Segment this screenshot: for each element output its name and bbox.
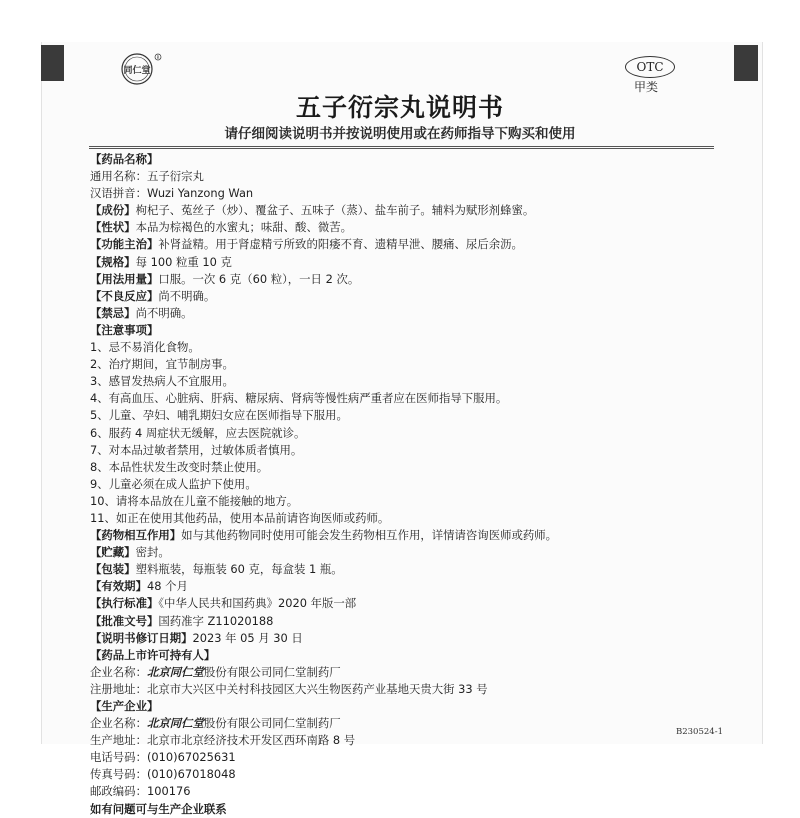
registration-mark-right [734, 45, 758, 81]
field-label: 汉语拼音： [90, 186, 147, 201]
section-text: 密封。 [135, 545, 170, 560]
mah-company-row [90, 664, 730, 681]
print-code: B230524-1 [676, 727, 723, 737]
section-approval [90, 613, 730, 630]
tongrentang-logo [117, 52, 163, 86]
section-manufacturer [90, 698, 730, 715]
field-value: 五子衍宗丸 [146, 169, 204, 184]
section-heading: 【禁忌】 [90, 305, 136, 320]
contact-note: 如有问题可与生产企业联系 [90, 801, 227, 816]
section-heading: 【说明书修订日期】 [90, 630, 193, 645]
section-character [90, 219, 730, 236]
field-value: 100176 [146, 784, 191, 799]
section-heading: 【用法用量】 [90, 271, 159, 286]
section-dosage [90, 271, 730, 288]
field-value: (010)67025631 [146, 750, 236, 765]
field-label: 通用名称： [90, 169, 147, 184]
section-heading: 【药品名称】 [90, 152, 159, 166]
section-specification [90, 254, 730, 271]
precaution-item: 9、儿童必须在成人监护下使用。 [90, 476, 257, 491]
precaution-item: 6、服药 4 周症状无缓解，应去医院就诊。 [90, 425, 306, 440]
document-title: 五子衍宗丸说明书 [295, 93, 504, 122]
section-text: 2023 年 05 月 30 日 [192, 630, 303, 645]
otc-class-label: 甲类 [634, 80, 659, 94]
otc-badge: OTC [625, 56, 675, 78]
section-text: 国药准字 Z11020188 [158, 613, 274, 628]
header-divider [89, 146, 714, 147]
fax-row [90, 766, 730, 783]
field-label: 生产地址： [90, 733, 147, 748]
section-text: 尚不明确。 [135, 305, 193, 320]
precaution-item: 1、忌不易消化食物。 [90, 340, 200, 355]
section-text: 枸杞子、菟丝子（炒）、覆盆子、五味子（蒸）、盐车前子。辅料为赋形剂蜂蜜。 [135, 203, 535, 218]
precaution-item: 2、治疗期间，宜节制房事。 [90, 357, 234, 372]
leaflet-content [90, 151, 730, 818]
section-heading: 【有效期】 [90, 579, 147, 594]
field-label: 电话号码： [90, 750, 147, 765]
section-storage [90, 544, 730, 561]
section-interactions [90, 527, 730, 544]
section-text: 补肾益精。用于肾虚精亏所致的阳痿不育、遗精早泄、腰痛、尿后余沥。 [158, 237, 523, 252]
svg-text:R: R [156, 55, 160, 60]
precaution-item: 5、儿童、孕妇、哺乳期妇女应在医师指导下服用。 [90, 408, 348, 423]
section-mah [90, 647, 730, 664]
pinyin-row [90, 185, 730, 202]
postal-row [90, 783, 730, 800]
section-precautions [90, 322, 730, 339]
section-text: 塑料瓶装，每瓶装 60 克，每盒装 1 瓶。 [135, 562, 343, 577]
field-label: 企业名称： [90, 716, 147, 731]
section-validity [90, 578, 730, 595]
section-text: 48 个月 [146, 579, 188, 594]
mah-address-row [90, 681, 730, 698]
section-heading: 【执行标准】 [90, 596, 159, 611]
registration-mark-left [41, 45, 64, 81]
field-value: Wuzi Yanzong Wan [146, 186, 254, 201]
precaution-item: 8、本品性状发生改变时禁止使用。 [90, 459, 269, 474]
field-label: 注册地址： [90, 681, 147, 696]
section-heading: 【生产企业】 [90, 699, 159, 713]
section-text: 每 100 粒重 10 克 [135, 254, 232, 269]
section-revision-date [90, 630, 730, 647]
section-heading: 【批准文号】 [90, 613, 159, 628]
field-value: 北京市大兴区中关村科技园区大兴生物医药产业基地天贵大街 33 号 [146, 681, 488, 696]
section-text: 口服。一次 6 克（60 粒），一日 2 次。 [158, 271, 360, 286]
company-brand: 北京同仁堂 [146, 664, 204, 679]
section-drug-name [90, 151, 730, 168]
section-heading: 【性状】 [90, 220, 136, 235]
precaution-item: 10、请将本品放在儿童不能接触的地方。 [90, 493, 299, 508]
section-text: 如与其他药物同时使用可能会发生药物相互作用，详情请咨询医师或药师。 [181, 528, 558, 543]
section-adverse-reactions [90, 288, 730, 305]
manufacturer-address-row [90, 732, 730, 749]
precaution-item: 3、感冒发热病人不宜服用。 [90, 374, 234, 389]
section-indications [90, 236, 730, 253]
header-divider-2 [89, 148, 714, 149]
field-label: 邮政编码： [90, 784, 147, 799]
section-contraindications [90, 305, 730, 322]
section-standard [90, 595, 730, 612]
section-ingredients [90, 202, 730, 219]
phone-row [90, 749, 730, 766]
svg-text:同仁堂: 同仁堂 [123, 66, 151, 76]
company-brand: 北京同仁堂 [146, 716, 204, 731]
generic-name-row [90, 168, 730, 185]
section-heading: 【成份】 [90, 203, 136, 218]
field-label: 企业名称： [90, 664, 147, 679]
section-heading: 【规格】 [90, 254, 136, 269]
precaution-item: 4、有高血压、心脏病、肝病、糖尿病、肾病等慢性病严重者应在医师指导下服用。 [90, 391, 508, 406]
section-heading: 【功能主治】 [90, 237, 159, 252]
section-heading: 【药物相互作用】 [90, 528, 182, 543]
section-heading: 【贮藏】 [90, 545, 136, 560]
section-text: 《中华人民共和国药典》2020 年版一部 [158, 596, 357, 611]
section-text: 尚不明确。 [158, 288, 216, 303]
field-value: 北京市北京经济技术开发区西环南路 8 号 [146, 733, 356, 748]
section-heading: 【药品上市许可持有人】 [90, 647, 216, 662]
document-subtitle: 请仔细阅读说明书并按说明使用或在药师指导下购买和使用 [224, 126, 576, 142]
precaution-item: 11、如正在使用其他药品，使用本品前请咨询医师或药师。 [90, 510, 390, 525]
field-value: (010)67018048 [146, 767, 236, 782]
section-text: 本品为棕褐色的水蜜丸；味甜、酸、微苦。 [135, 220, 353, 235]
section-heading: 【包装】 [90, 562, 136, 577]
field-value: 股份有限公司同仁堂制药厂 [203, 664, 341, 679]
field-label: 传真号码： [90, 767, 147, 782]
section-package [90, 561, 730, 578]
field-value: 股份有限公司同仁堂制药厂 [203, 716, 341, 731]
section-heading: 【不良反应】 [90, 288, 159, 303]
precaution-item: 7、对本品过敏者禁用，过敏体质者慎用。 [90, 442, 303, 457]
manufacturer-company-row [90, 715, 730, 732]
section-heading: 【注意事项】 [90, 322, 159, 337]
